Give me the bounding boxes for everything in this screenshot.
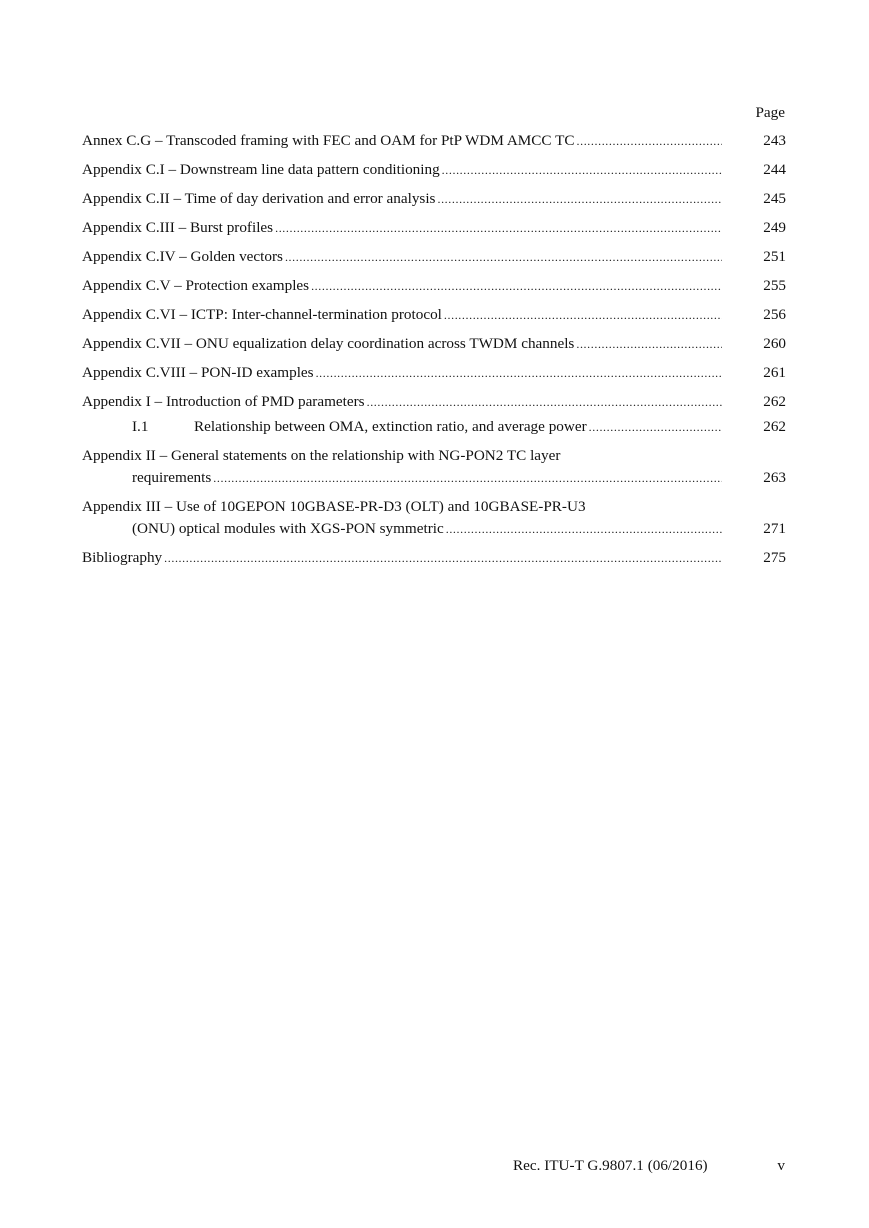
leader-dots: [589, 416, 722, 438]
toc-subentry-number: I.1: [132, 418, 149, 435]
toc-subentry[interactable]: [82, 416, 786, 438]
toc-entry-title: Appendix I – Introduction of PMD parameters: [82, 393, 365, 410]
toc-entry-page: 260: [763, 335, 786, 352]
toc-entry[interactable]: [82, 445, 786, 489]
toc-entry[interactable]: [82, 333, 786, 355]
toc-entry-page: 249: [763, 219, 786, 236]
toc-entry-title: Bibliography: [82, 549, 163, 566]
toc-entry-page: 261: [763, 364, 786, 381]
toc-subentry-page: 262: [763, 418, 786, 435]
toc-entry-page: 271: [763, 520, 786, 537]
toc-entry[interactable]: [82, 362, 786, 384]
toc-entry-title: Appendix C.I – Downstream line data pattern conditioning: [82, 161, 440, 178]
toc-entry-page: 262: [763, 393, 786, 410]
toc-entry-page: 243: [763, 132, 786, 149]
toc-entry-title-line2: requirements: [132, 469, 212, 486]
leader-dots: [446, 518, 722, 540]
toc-entry[interactable]: [82, 391, 786, 413]
toc-entry-page: 275: [763, 549, 786, 566]
leader-dots: [275, 217, 722, 239]
toc-entry-title-line1: Appendix II – General statements on the relationship with NG-PON2 TC layer: [82, 447, 561, 464]
toc-entry[interactable]: [82, 246, 786, 268]
toc-entry-page: 255: [763, 277, 786, 294]
leader-dots: [213, 467, 722, 489]
toc-entry[interactable]: [82, 496, 786, 540]
toc-entry-page: 251: [763, 248, 786, 265]
toc-entry-title: Appendix C.IV – Golden vectors: [82, 248, 283, 265]
leader-dots: [367, 391, 722, 413]
toc-entry-title: Appendix C.VII – ONU equalization delay coordination across TWDM channels: [82, 335, 575, 352]
toc-subentry-title: Relationship between OMA, extinction ratio, and average power: [194, 418, 587, 435]
leader-dots: [437, 188, 722, 210]
toc-entry[interactable]: [82, 188, 786, 210]
toc-entry-title: Appendix C.VI – ICTP: Inter-channel-termination protocol: [82, 306, 442, 323]
leader-dots: [576, 333, 722, 355]
toc-entry-page: 263: [763, 469, 786, 486]
toc-entry-title: Appendix C.III – Burst profiles: [82, 219, 274, 236]
toc-entry-title: Annex C.G – Transcoded framing with FEC and OAM for PtP WDM AMCC TC: [82, 132, 575, 149]
toc-entry[interactable]: [82, 275, 786, 297]
table-of-contents: [82, 130, 786, 576]
leader-dots: [164, 547, 722, 569]
leader-dots: [285, 246, 722, 268]
toc-entry-title: Appendix C.VIII – PON-ID examples: [82, 364, 314, 381]
toc-entry-title-line2: (ONU) optical modules with XGS-PON symmetric: [132, 520, 444, 537]
leader-dots: [311, 275, 722, 297]
toc-entry-title: Appendix C.II – Time of day derivation and error analysis: [82, 190, 436, 207]
page-number: v: [777, 1157, 785, 1174]
page-column-header: Page: [755, 104, 785, 121]
toc-entry-page: 244: [763, 161, 786, 178]
toc-entry-page: 245: [763, 190, 786, 207]
toc-entry[interactable]: [82, 217, 786, 239]
leader-dots: [442, 159, 722, 181]
recommendation-reference: Rec. ITU-T G.9807.1 (06/2016): [513, 1157, 708, 1174]
leader-dots: [444, 304, 722, 326]
toc-entry-title-line1: Appendix III – Use of 10GEPON 10GBASE-PR-D3 (OLT) and 10GBASE-PR-U3: [82, 498, 586, 515]
toc-entry[interactable]: [82, 159, 786, 181]
toc-entry[interactable]: [82, 304, 786, 326]
toc-entry-page: 256: [763, 306, 786, 323]
toc-entry[interactable]: [82, 130, 786, 152]
leader-dots: [577, 130, 723, 152]
toc-entry-title: Appendix C.V – Protection examples: [82, 277, 310, 294]
toc-entry[interactable]: [82, 547, 786, 569]
leader-dots: [316, 362, 722, 384]
